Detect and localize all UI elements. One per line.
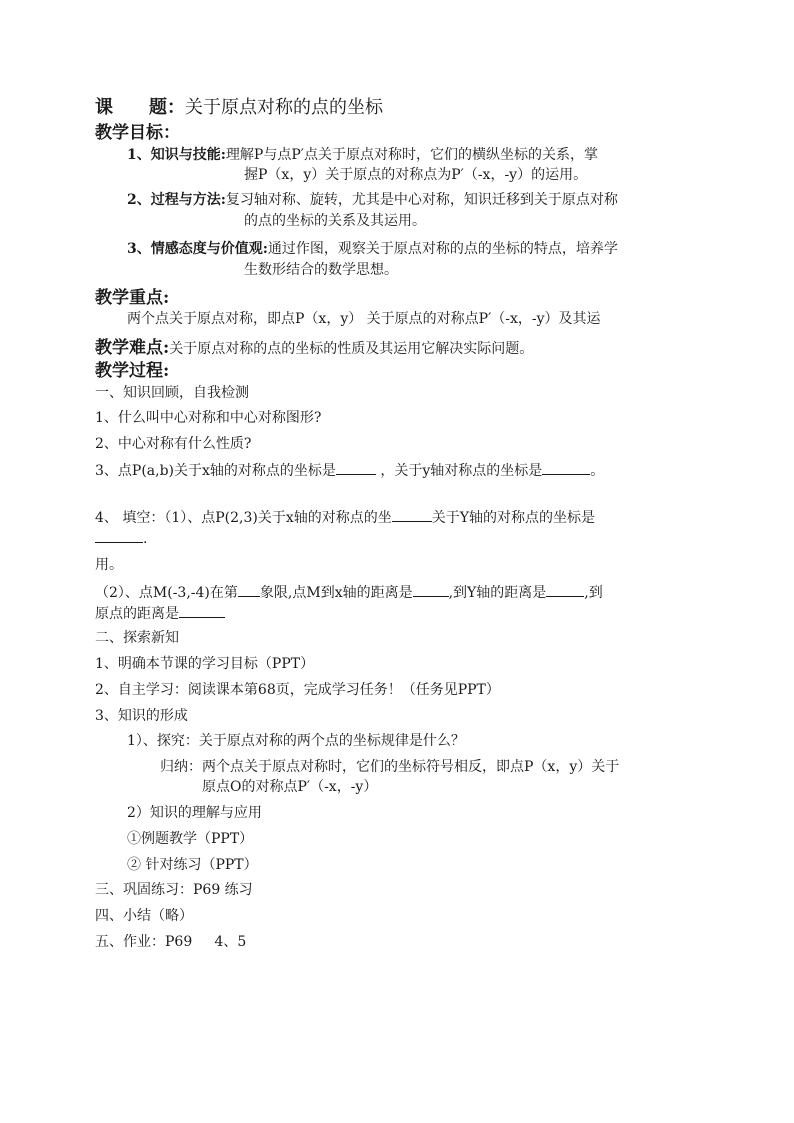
objective-1-cont: 握P（x，y）关于原点的对称点为P′（-x，-y）的运用。 (244, 167, 588, 183)
section-5-heading: 五、作业：P69 4、5 (95, 934, 247, 950)
answer-blank[interactable] (95, 528, 143, 543)
objective-1-text: 理解P与点P′点关于原点对称时，它们的横纵坐标的关系，掌 (225, 147, 598, 163)
question-5 (95, 582, 603, 603)
answer-blank[interactable] (336, 460, 376, 475)
question-3-text-c: 。 (590, 463, 605, 479)
question-4 (95, 507, 595, 528)
question-4-text-c: . (143, 531, 148, 547)
question-1: 1、什么叫中心对称和中心对称图形? (95, 410, 322, 426)
section-1-heading: 一、知识回顾，自我检测 (95, 385, 249, 401)
answer-blank[interactable] (542, 460, 590, 475)
step-3-summary-cont: 原点O的对称点P′（-x，-y） (202, 779, 378, 795)
question-5-text-a: （2）、点M(-3,-4)在第 (95, 585, 238, 601)
question-4-text-b: 关于Y轴的对称点的坐标是 (431, 510, 596, 526)
key-point-text: 两个点关于原点对称，即点P（x，y） 关于原点的对称点P′（-x，-y）及其运 (127, 311, 601, 327)
step-3-application: 2）知识的理解与应用 (127, 805, 262, 821)
step-1: 1、明确本节课的学习目标（PPT） (95, 656, 315, 672)
question-2: 2、中心对称有什么性质? (95, 436, 252, 452)
question-4-text-a: 4、 填空：（1）、点P(2,3)关于x轴的对称点的坐 (95, 510, 392, 526)
process-heading: 教学过程: (95, 361, 170, 381)
objective-2-label: 2、过程与方法: (127, 192, 226, 208)
step-3-practice: ② 针对练习（PPT） (127, 857, 258, 873)
question-3-text-a: 3、点P(a,b)关于x轴的对称点的坐标是 (95, 463, 336, 479)
step-3-example: ①例题教学（PPT） (127, 831, 254, 847)
lesson-title: 关于原点对称的点的坐标 (185, 97, 383, 118)
objective-3-cont: 生数形结合的数学思想。 (244, 262, 398, 278)
difficulty-heading: 教学难点: (95, 338, 170, 358)
step-2: 2、自主学习：阅读课本第68页，完成学习任务！（任务见PPT） (95, 682, 500, 698)
question-5-text-b: 象限,点M到x轴的距离是 (259, 585, 413, 601)
question-5-cont (95, 603, 225, 624)
objective-2 (127, 190, 618, 210)
step-3-explore: 1）、探究：关于原点对称的两个点的坐标规律是什么？ (127, 733, 465, 749)
lesson-title-label: 课 题： (95, 97, 185, 118)
step-3: 3、知识的形成 (95, 708, 188, 724)
yong-text: 用。 (95, 557, 123, 573)
objective-3-text: 通过作图，观察关于原点对称的点的坐标的特点，培养学 (267, 241, 618, 257)
question-5-text-d: ,到 (584, 585, 603, 601)
answer-blank[interactable] (392, 507, 432, 522)
lesson-title-row (95, 96, 383, 120)
question-3-text-b: ，关于y轴对称点的坐标是 (380, 463, 543, 479)
step-3-summary: 归纳：两个点关于原点对称时，它们的坐标符号相反，即点P（x，y）关于 (160, 759, 620, 775)
answer-blank[interactable] (546, 582, 584, 597)
difficulty-row (95, 337, 533, 359)
section-3-heading: 三、巩固练习：P69 练习 (95, 882, 253, 898)
answer-blank[interactable] (413, 582, 449, 597)
question-5-text-e: 原点的距离是 (95, 606, 179, 622)
answer-blank[interactable] (179, 603, 225, 618)
objective-3-label: 3、情感态度与价值观: (127, 241, 268, 257)
objective-1-label: 1、知识与技能: (127, 147, 226, 163)
difficulty-text: 关于原点对称的点的坐标的性质及其运用它解决实际问题。 (169, 341, 534, 357)
section-4-heading: 四、小结（略） (95, 908, 193, 924)
objective-2-text: 复习轴对称、旋转，尤其是中心对称，知识迁移到关于原点对称 (225, 192, 618, 208)
key-point-heading: 教学重点: (95, 288, 170, 308)
section-2-heading: 二、探索新知 (95, 630, 179, 646)
objective-3 (127, 239, 618, 259)
question-5-text-c: ,到Y轴的距离是 (448, 585, 547, 601)
objectives-heading: 教学目标： (95, 123, 180, 143)
question-3 (95, 460, 604, 481)
objective-1 (127, 145, 598, 165)
answer-blank[interactable] (238, 582, 260, 597)
objective-2-cont: 的点的坐标的关系及其运用。 (244, 213, 426, 229)
question-4-cont (95, 528, 147, 549)
